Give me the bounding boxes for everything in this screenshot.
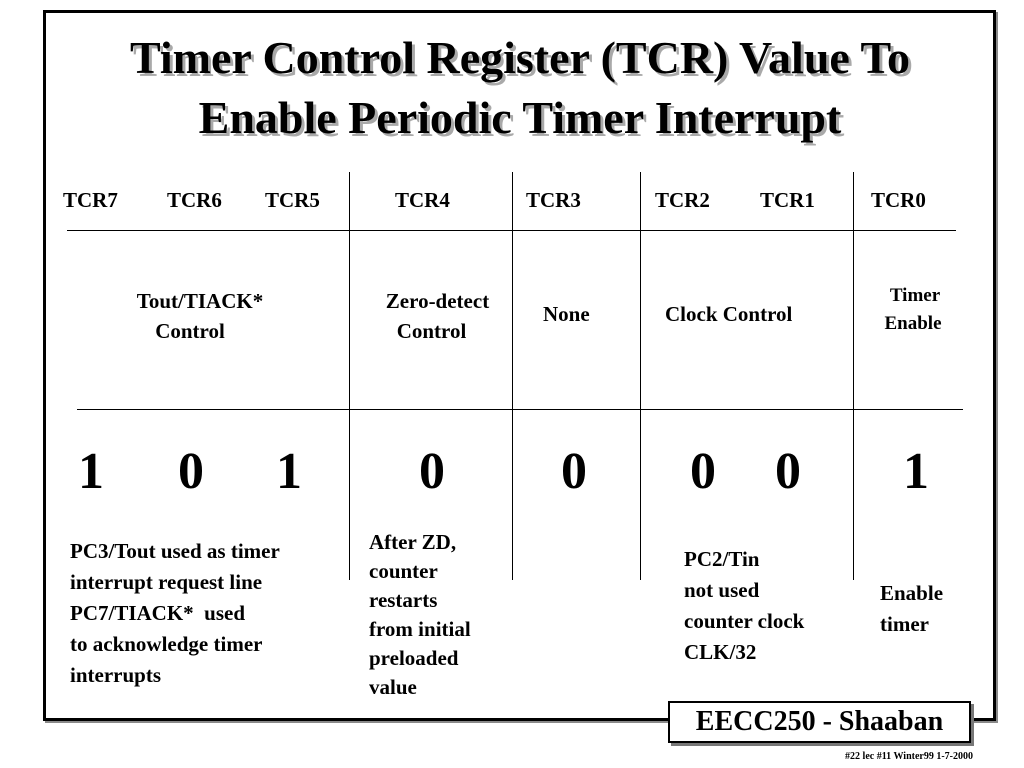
note-tout-line-2: interrupt request line [70, 570, 263, 594]
title-line-2: Enable Periodic Timer Interrupt [198, 92, 842, 143]
note-tout-line-3: PC7/TIACK* used [70, 601, 246, 625]
bit-value-tcr7: 1 [78, 443, 104, 500]
note-zero-detect-line-2: counter [369, 559, 438, 583]
note-zero-detect-line-3: restarts [369, 588, 438, 612]
field-timer-enable [872, 282, 958, 338]
register-label-tcr2: TCR2 [655, 188, 710, 212]
field-zero-detect-line-2: Control [396, 319, 467, 343]
register-label-tcr5: TCR5 [265, 188, 320, 212]
slide-footnote: #22 lec #11 Winter99 1-7-2000 [845, 751, 973, 762]
bit-value-tcr4: 0 [419, 443, 445, 500]
note-timer-enable-line-1: Enable [880, 581, 944, 605]
note-clock-line-1: PC2/Tin [684, 547, 760, 571]
bit-value-tcr5: 1 [276, 443, 302, 500]
field-divider [77, 409, 963, 410]
register-label-tcr4: TCR4 [395, 188, 450, 212]
note-tout-line-4: to acknowledge timer [70, 632, 263, 656]
field-tout-line-2: Control [155, 319, 225, 343]
field-zero-detect-line-1: Zero-detect [385, 289, 490, 313]
note-zero-detect [369, 528, 504, 702]
register-label-tcr0: TCR0 [871, 188, 926, 212]
column-divider-tcr0 [853, 172, 854, 580]
note-clock-line-2: not used [684, 578, 760, 602]
bit-value-tcr1: 0 [775, 443, 801, 500]
field-none: None [543, 302, 590, 326]
register-label-tcr3: TCR3 [526, 188, 581, 212]
note-zero-detect-line-5: preloaded [369, 646, 459, 670]
field-zero-detect-control [365, 286, 510, 346]
note-tout-control [70, 536, 345, 691]
note-clock-line-3: counter clock [684, 609, 805, 633]
note-tout-line-5: interrupts [70, 663, 161, 687]
bit-value-tcr3: 0 [561, 443, 587, 500]
field-tout-line-1: Tout/TIACK* [136, 289, 264, 313]
register-label-tcr1: TCR1 [760, 188, 815, 212]
note-zero-detect-line-6: value [369, 675, 417, 699]
note-zero-detect-line-1: After ZD, [369, 530, 457, 554]
column-divider-tcr3 [512, 172, 513, 580]
slide-title [46, 28, 994, 148]
column-divider-tcr4 [349, 172, 350, 580]
field-timer-enable-line-2: Enable [884, 313, 942, 334]
note-zero-detect-line-4: from initial [369, 617, 471, 641]
course-footer-label: EECC250 - Shaaban [668, 701, 971, 743]
bit-value-tcr2: 0 [690, 443, 716, 500]
field-tout-control [100, 286, 300, 346]
bit-value-tcr6: 0 [178, 443, 204, 500]
note-timer-enable-line-2: timer [880, 612, 929, 636]
field-timer-enable-line-1: Timer [889, 285, 941, 306]
note-timer-enable [880, 578, 980, 640]
note-clock-line-4: CLK/32 [684, 640, 757, 664]
bit-value-tcr0: 1 [903, 443, 929, 500]
column-divider-clock [640, 172, 641, 580]
note-tout-line-1: PC3/Tout used as timer [70, 539, 280, 563]
register-label-tcr7: TCR7 [63, 188, 118, 212]
register-label-tcr6: TCR6 [167, 188, 222, 212]
note-clock-control [684, 544, 844, 668]
field-clock-control: Clock Control [665, 302, 793, 326]
title-line-1: Timer Control Register (TCR) Value To [130, 32, 910, 83]
